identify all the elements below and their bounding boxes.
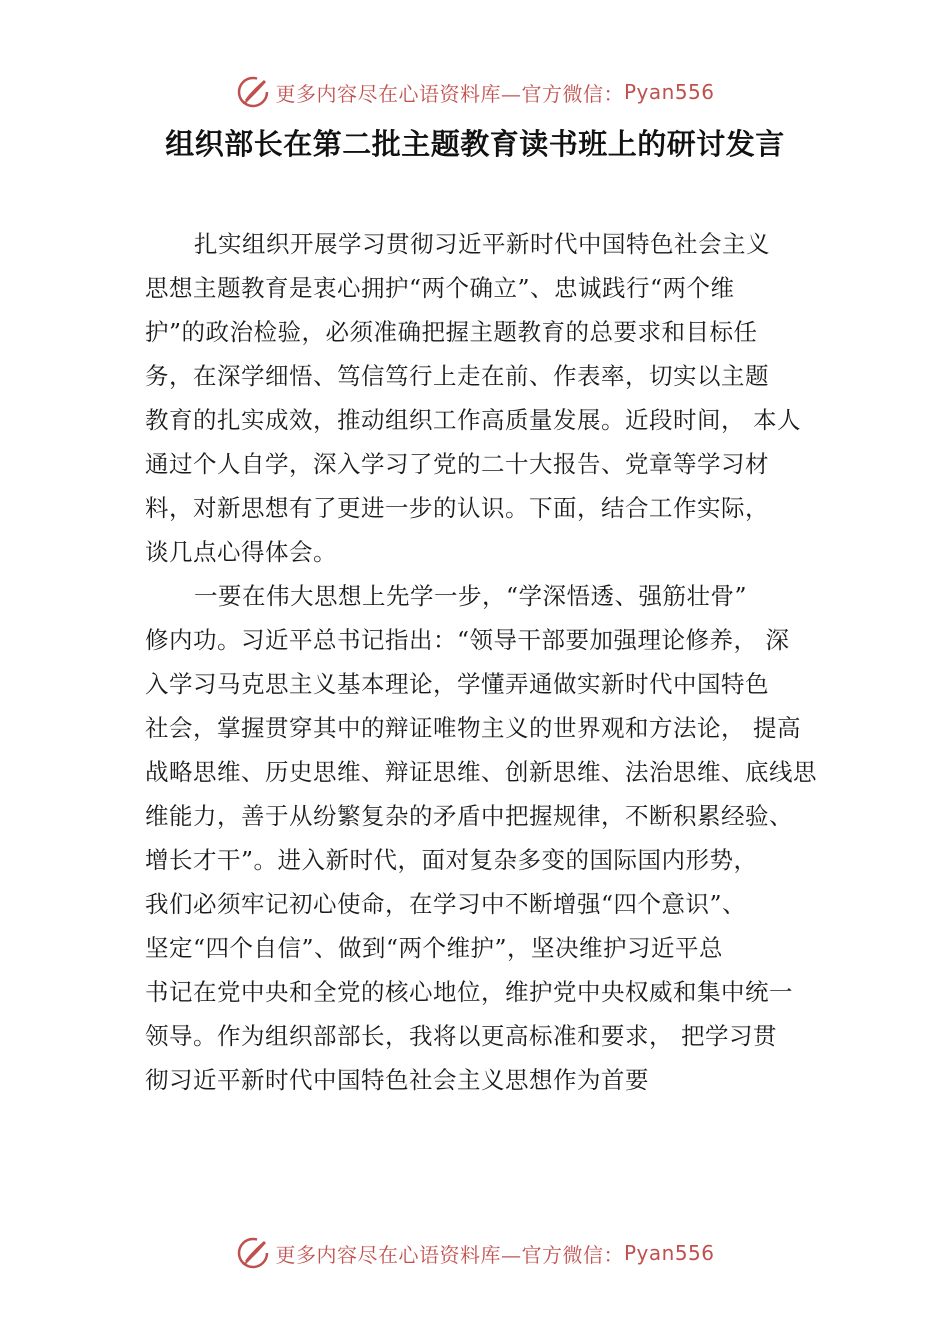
document-title: 组织部长在第二批主题教育读书班上的研讨发言 — [165, 127, 785, 161]
watermark-footer — [0, 1233, 950, 1273]
paragraph-line: 我们必须牢记初心使命，在学习中不断增强“四个意识”、 — [145, 890, 747, 918]
paragraph-line: 通过个人自学，深入学习了党的二十大报告、党章等学习材 — [145, 450, 769, 478]
paragraph-line: 一要在伟大思想上先学一步，“学深悟透、强筋壮骨” — [194, 582, 748, 610]
paragraph-line: 坚定“四个自信”、做到“两个维护”，坚决维护习近平总 — [145, 934, 724, 962]
paragraph-line: 思想主题教育是衷心拥护“两个确立”、忠诚践行“两个维 — [145, 274, 735, 302]
paragraph-line: 务，在深学细悟、笃信笃行上走在前、作表率，切实以主题 — [145, 362, 769, 390]
paragraph-line: 领导。作为组织部部长，我将以更高标准和要求， 把学习贯 — [145, 1022, 777, 1050]
paragraph-line: 教育的扎实成效，推动组织工作高质量发展。近段时间， 本人 — [145, 406, 801, 434]
paragraph-line: 战略思维、历史思维、辩证思维、创新思维、法治思维、底线思 — [145, 758, 817, 786]
watermark-text: 更多内容尽在心语资料库—官方微信： — [275, 1242, 624, 1267]
watermark-text: 更多内容尽在心语资料库—官方微信： — [275, 81, 624, 106]
paragraph-line: 入学习马克思主义基本理论，学懂弄通做实新时代中国特色 — [145, 670, 769, 698]
paragraph-line: 料，对新思想有了更进一步的认识。下面，结合工作实际， — [145, 494, 769, 522]
paragraph-line: 彻习近平新时代中国特色社会主义思想作为首要 — [145, 1066, 649, 1094]
paragraph-line: 社会，掌握贯穿其中的辩证唯物主义的世界观和方法论， 提高 — [145, 714, 801, 742]
brush-logo-icon — [235, 74, 271, 110]
paragraph-line: 护”的政治检验，必须准确把握主题教育的总要求和目标任 — [145, 318, 758, 346]
paragraph-line: 维能力，善于从纷繁复杂的矛盾中把握规律，不断积累经验、 — [145, 802, 793, 830]
document-body — [145, 222, 821, 1102]
paragraph-line: 谈几点心得体会。 — [145, 538, 337, 566]
brush-logo-icon — [235, 1235, 271, 1271]
paragraph-line: 增长才干”。进入新时代，面对复杂多变的国际国内形势， — [145, 846, 758, 874]
paragraph-1 — [145, 222, 821, 574]
watermark-id: Pyan556 — [623, 80, 715, 104]
watermark-header — [0, 72, 950, 112]
paragraph-2 — [145, 574, 821, 1102]
paragraph-line: 书记在党中央和全党的核心地位，维护党中央权威和集中统一 — [145, 978, 793, 1006]
paragraph-line: 扎实组织开展学习贯彻习近平新时代中国特色社会主义 — [194, 230, 770, 258]
watermark-id: Pyan556 — [623, 1241, 715, 1265]
paragraph-line: 修内功。习近平总书记指出：“领导干部要加强理论修养， 深 — [145, 626, 790, 654]
